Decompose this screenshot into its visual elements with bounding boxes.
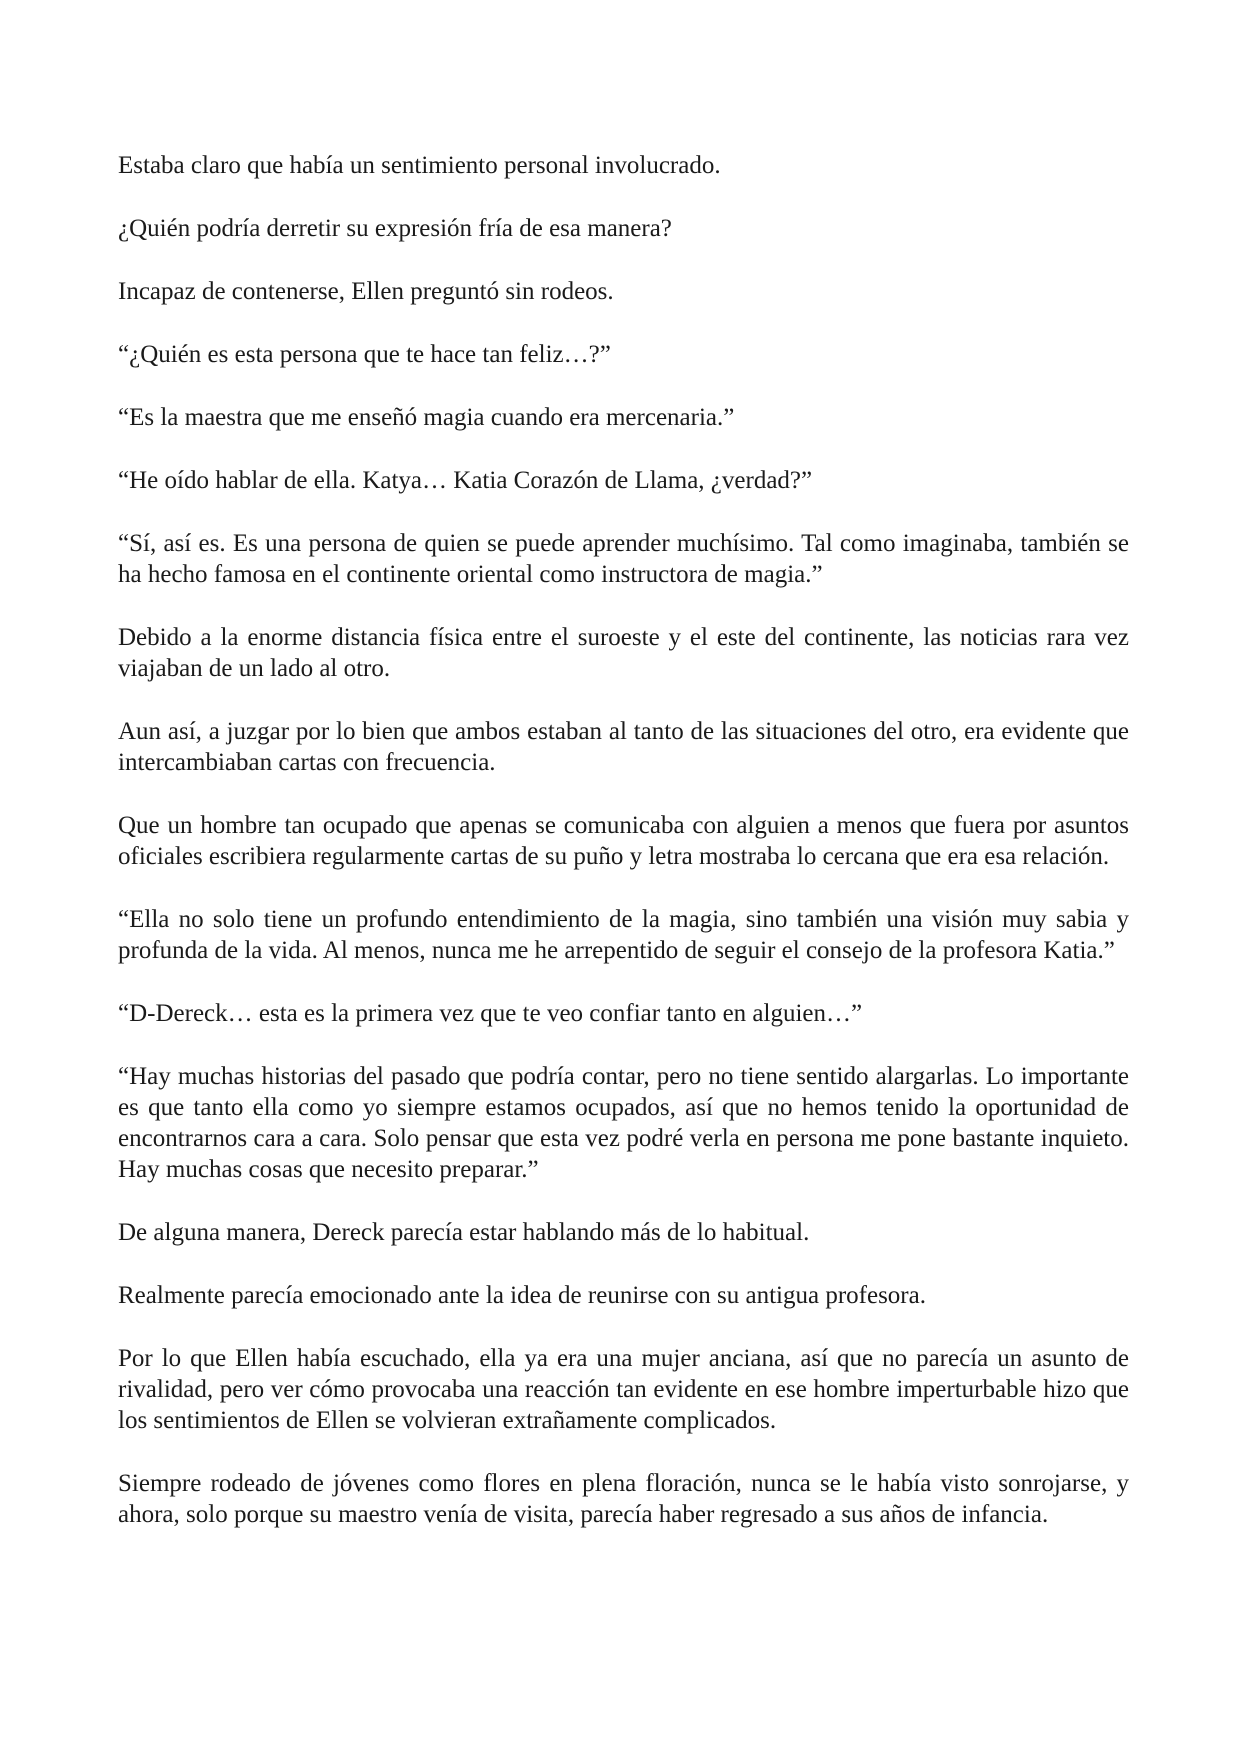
paragraph-4: “¿Quién es esta persona que te hace tan feliz…?” (118, 341, 611, 368)
paragraph-13: “Hay muchas historias del pasado que podría contar, pero no tiene sentido alargarlas. Lo importante es que tanto ella como yo siempre estamos ocupados, así que no hemos tenido la oportunidad de encontrarnos cara a cara. Solo pensar que esta vez podré verla en persona me pone bastante inquieto. Hay muchas cosas que necesito preparar.” (118, 1063, 1129, 1183)
paragraph-2: ¿Quién podría derretir su expresión fría de esa manera? (118, 215, 672, 242)
paragraph-10: Que un hombre tan ocupado que apenas se comunicaba con alguien a menos que fuera por asuntos oficiales escribiera regularmente cartas de su puño y letra mostraba lo cercana que era esa relación. (118, 812, 1129, 870)
paragraph-7: “Sí, así es. Es una persona de quien se puede aprender muchísimo. Tal como imaginaba, también se ha hecho famosa en el continente oriental como instructora de magia.” (118, 530, 1129, 588)
paragraph-14: De alguna manera, Dereck parecía estar hablando más de lo habitual. (118, 1219, 810, 1246)
paragraph-3: Incapaz de contenerse, Ellen preguntó sin rodeos. (118, 278, 614, 305)
paragraph-5: “Es la maestra que me enseñó magia cuando era mercenaria.” (118, 404, 735, 431)
paragraph-6: “He oído hablar de ella. Katya… Katia Corazón de Llama, ¿verdad?” (118, 467, 813, 494)
paragraph-9: Aun así, a juzgar por lo bien que ambos estaban al tanto de las situaciones del otro, era evidente que intercambiaban cartas con frecuencia. (118, 718, 1129, 776)
paragraph-17: Siempre rodeado de jóvenes como flores en plena floración, nunca se le había visto sonrojarse, y ahora, solo porque su maestro venía de visita, parecía haber regresado a sus años de infancia. (118, 1470, 1129, 1528)
paragraph-11: “Ella no solo tiene un profundo entendimiento de la magia, sino también una visión muy sabia y profunda de la vida. Al menos, nunca me he arrepentido de seguir el consejo de la profesora Katia.” (118, 906, 1129, 964)
document-page (118, 150, 1129, 1562)
paragraph-12: “D-Dereck… esta es la primera vez que te veo confiar tanto en alguien…” (118, 1000, 863, 1027)
paragraph-1: Estaba claro que había un sentimiento personal involucrado. (118, 152, 721, 179)
paragraph-8: Debido a la enorme distancia física entre el suroeste y el este del continente, las noticias rara vez viajaban de un lado al otro. (118, 624, 1129, 682)
paragraph-15: Realmente parecía emocionado ante la idea de reunirse con su antigua profesora. (118, 1282, 926, 1309)
paragraph-16: Por lo que Ellen había escuchado, ella ya era una mujer anciana, así que no parecía un asunto de rivalidad, pero ver cómo provocaba una reacción tan evidente en ese hombre imperturbable hizo que los sentimientos de Ellen se volvieran extrañamente complicados. (118, 1345, 1129, 1434)
